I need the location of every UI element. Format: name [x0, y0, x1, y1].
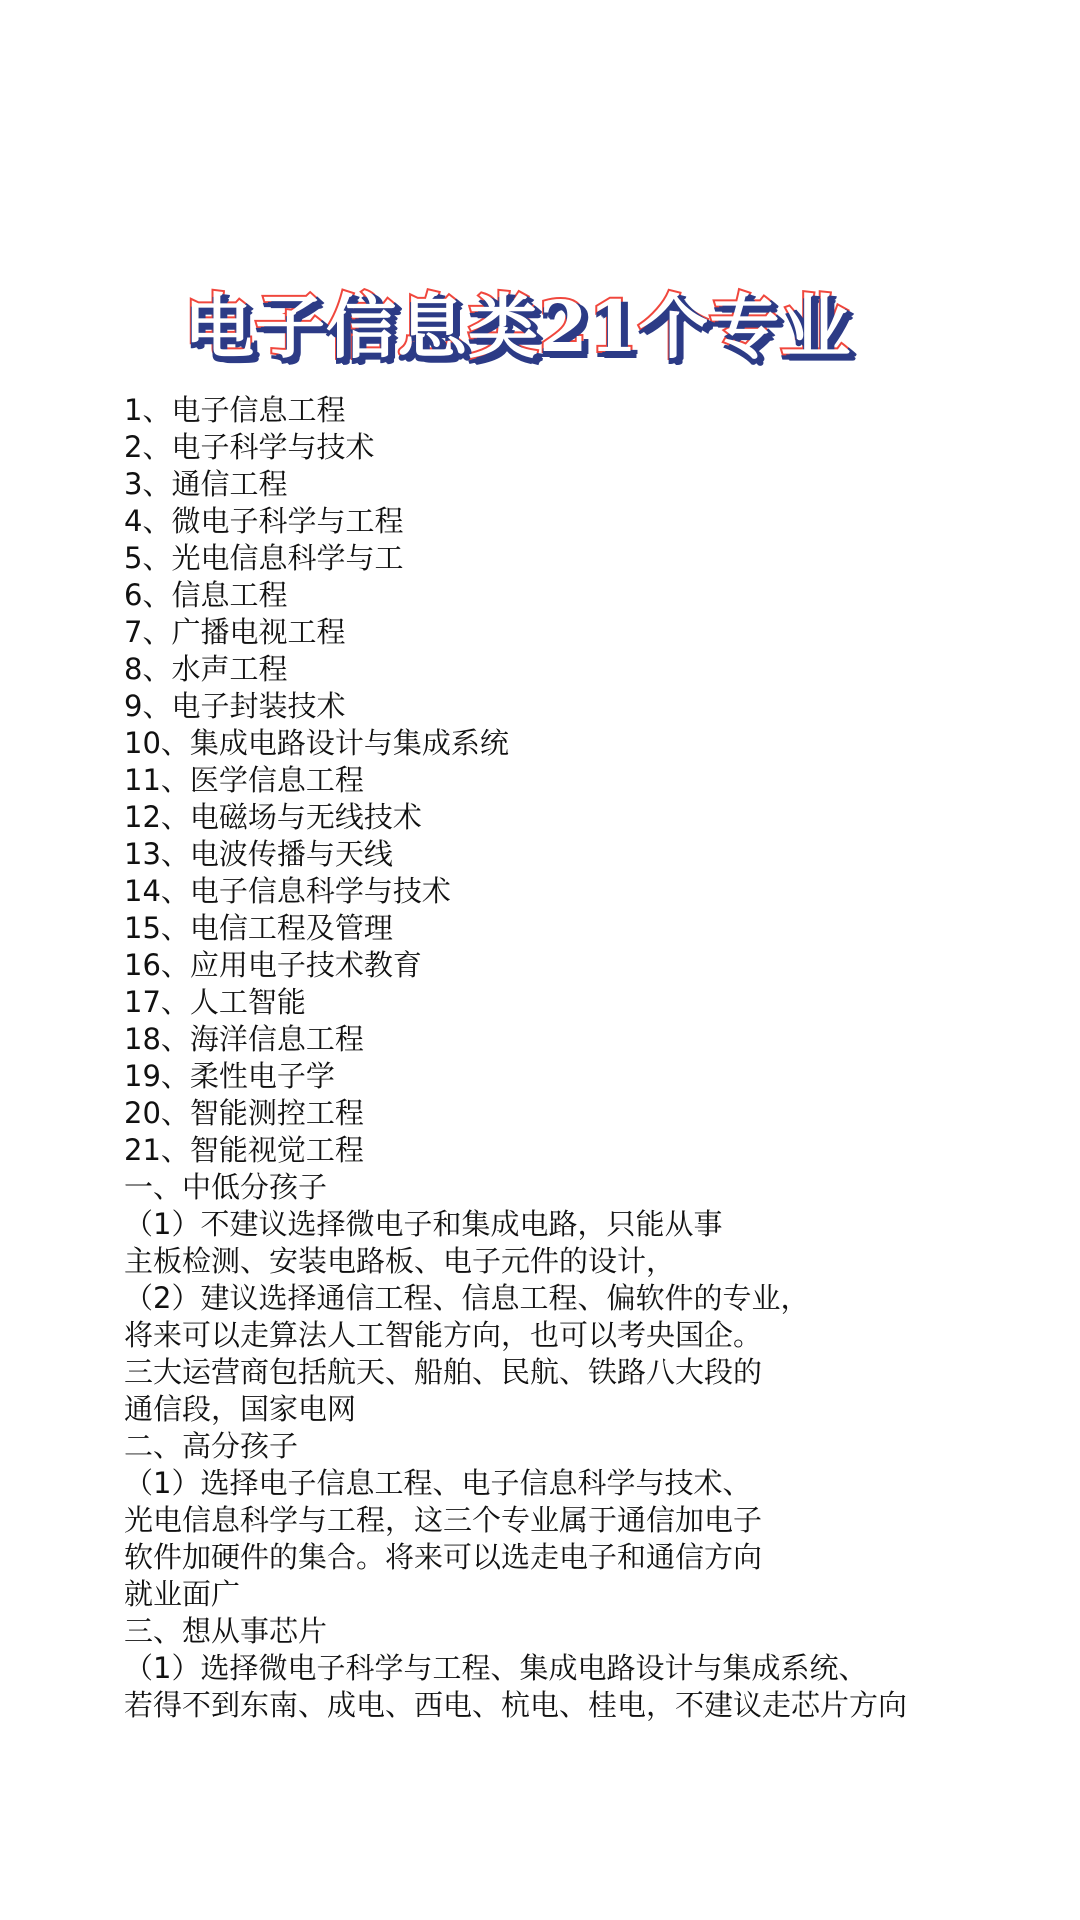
- text-line: （1）选择微电子科学与工程、集成电路设计与集成系统、: [124, 1651, 868, 1685]
- text-line: 17、人工智能: [124, 985, 306, 1019]
- text-line: 4、微电子科学与工程: [124, 504, 404, 538]
- content-list: [124, 392, 907, 1724]
- text-line: 16、应用电子技术教育: [124, 948, 422, 982]
- text-line: 7、广播电视工程: [124, 615, 346, 649]
- text-line: 13、电波传播与天线: [124, 837, 393, 871]
- text-line: 三大运营商包括航天、船舶、民航、铁路八大段的: [124, 1355, 763, 1389]
- text-line: 11、医学信息工程: [124, 763, 364, 797]
- text-line: 光电信息科学与工程，这三个专业属于通信加电子: [124, 1503, 763, 1537]
- text-line: （1）选择电子信息工程、电子信息科学与技术、: [124, 1466, 752, 1500]
- page-title: 电子信息类21个专业: [184, 285, 852, 368]
- text-line: 20、智能测控工程: [124, 1096, 364, 1130]
- text-line: 12、电磁场与无线技术: [124, 800, 422, 834]
- text-line: 将来可以走算法人工智能方向，也可以考央国企。: [124, 1318, 763, 1352]
- text-line: 2、电子科学与技术: [124, 430, 375, 464]
- text-line: 8、水声工程: [124, 652, 288, 686]
- text-line: 6、信息工程: [124, 578, 288, 612]
- text-line: 14、电子信息科学与技术: [124, 874, 451, 908]
- text-line: 二、高分孩子: [124, 1429, 299, 1463]
- text-line: 5、光电信息科学与工: [124, 541, 404, 575]
- text-line: （2）建议选择通信工程、信息工程、偏软件的专业，: [124, 1281, 810, 1315]
- text-line: 21、智能视觉工程: [124, 1133, 364, 1167]
- text-line: 18、海洋信息工程: [124, 1022, 364, 1056]
- text-line: 若得不到东南、成电、西电、杭电、桂电，不建议走芯片方向: [124, 1688, 908, 1722]
- text-line: 通信段，国家电网: [124, 1392, 357, 1426]
- text-line: 19、柔性电子学: [124, 1059, 335, 1093]
- text-line: 1、电子信息工程: [124, 393, 346, 427]
- text-line: 一、中低分孩子: [124, 1170, 328, 1204]
- text-line: 就业面广: [124, 1577, 241, 1611]
- text-line: 15、电信工程及管理: [124, 911, 393, 945]
- text-line: 主板检测、安装电路板、电子元件的设计，: [124, 1244, 676, 1278]
- text-line: 三、想从事芯片: [124, 1614, 328, 1648]
- text-line: 软件加硬件的集合。将来可以选走电子和通信方向: [124, 1540, 763, 1574]
- text-line: 3、通信工程: [124, 467, 288, 501]
- text-line: （1）不建议选择微电子和集成电路，只能从事: [124, 1207, 723, 1241]
- text-line: 9、电子封装技术: [124, 689, 346, 723]
- text-line: 10、集成电路设计与集成系统: [124, 726, 509, 760]
